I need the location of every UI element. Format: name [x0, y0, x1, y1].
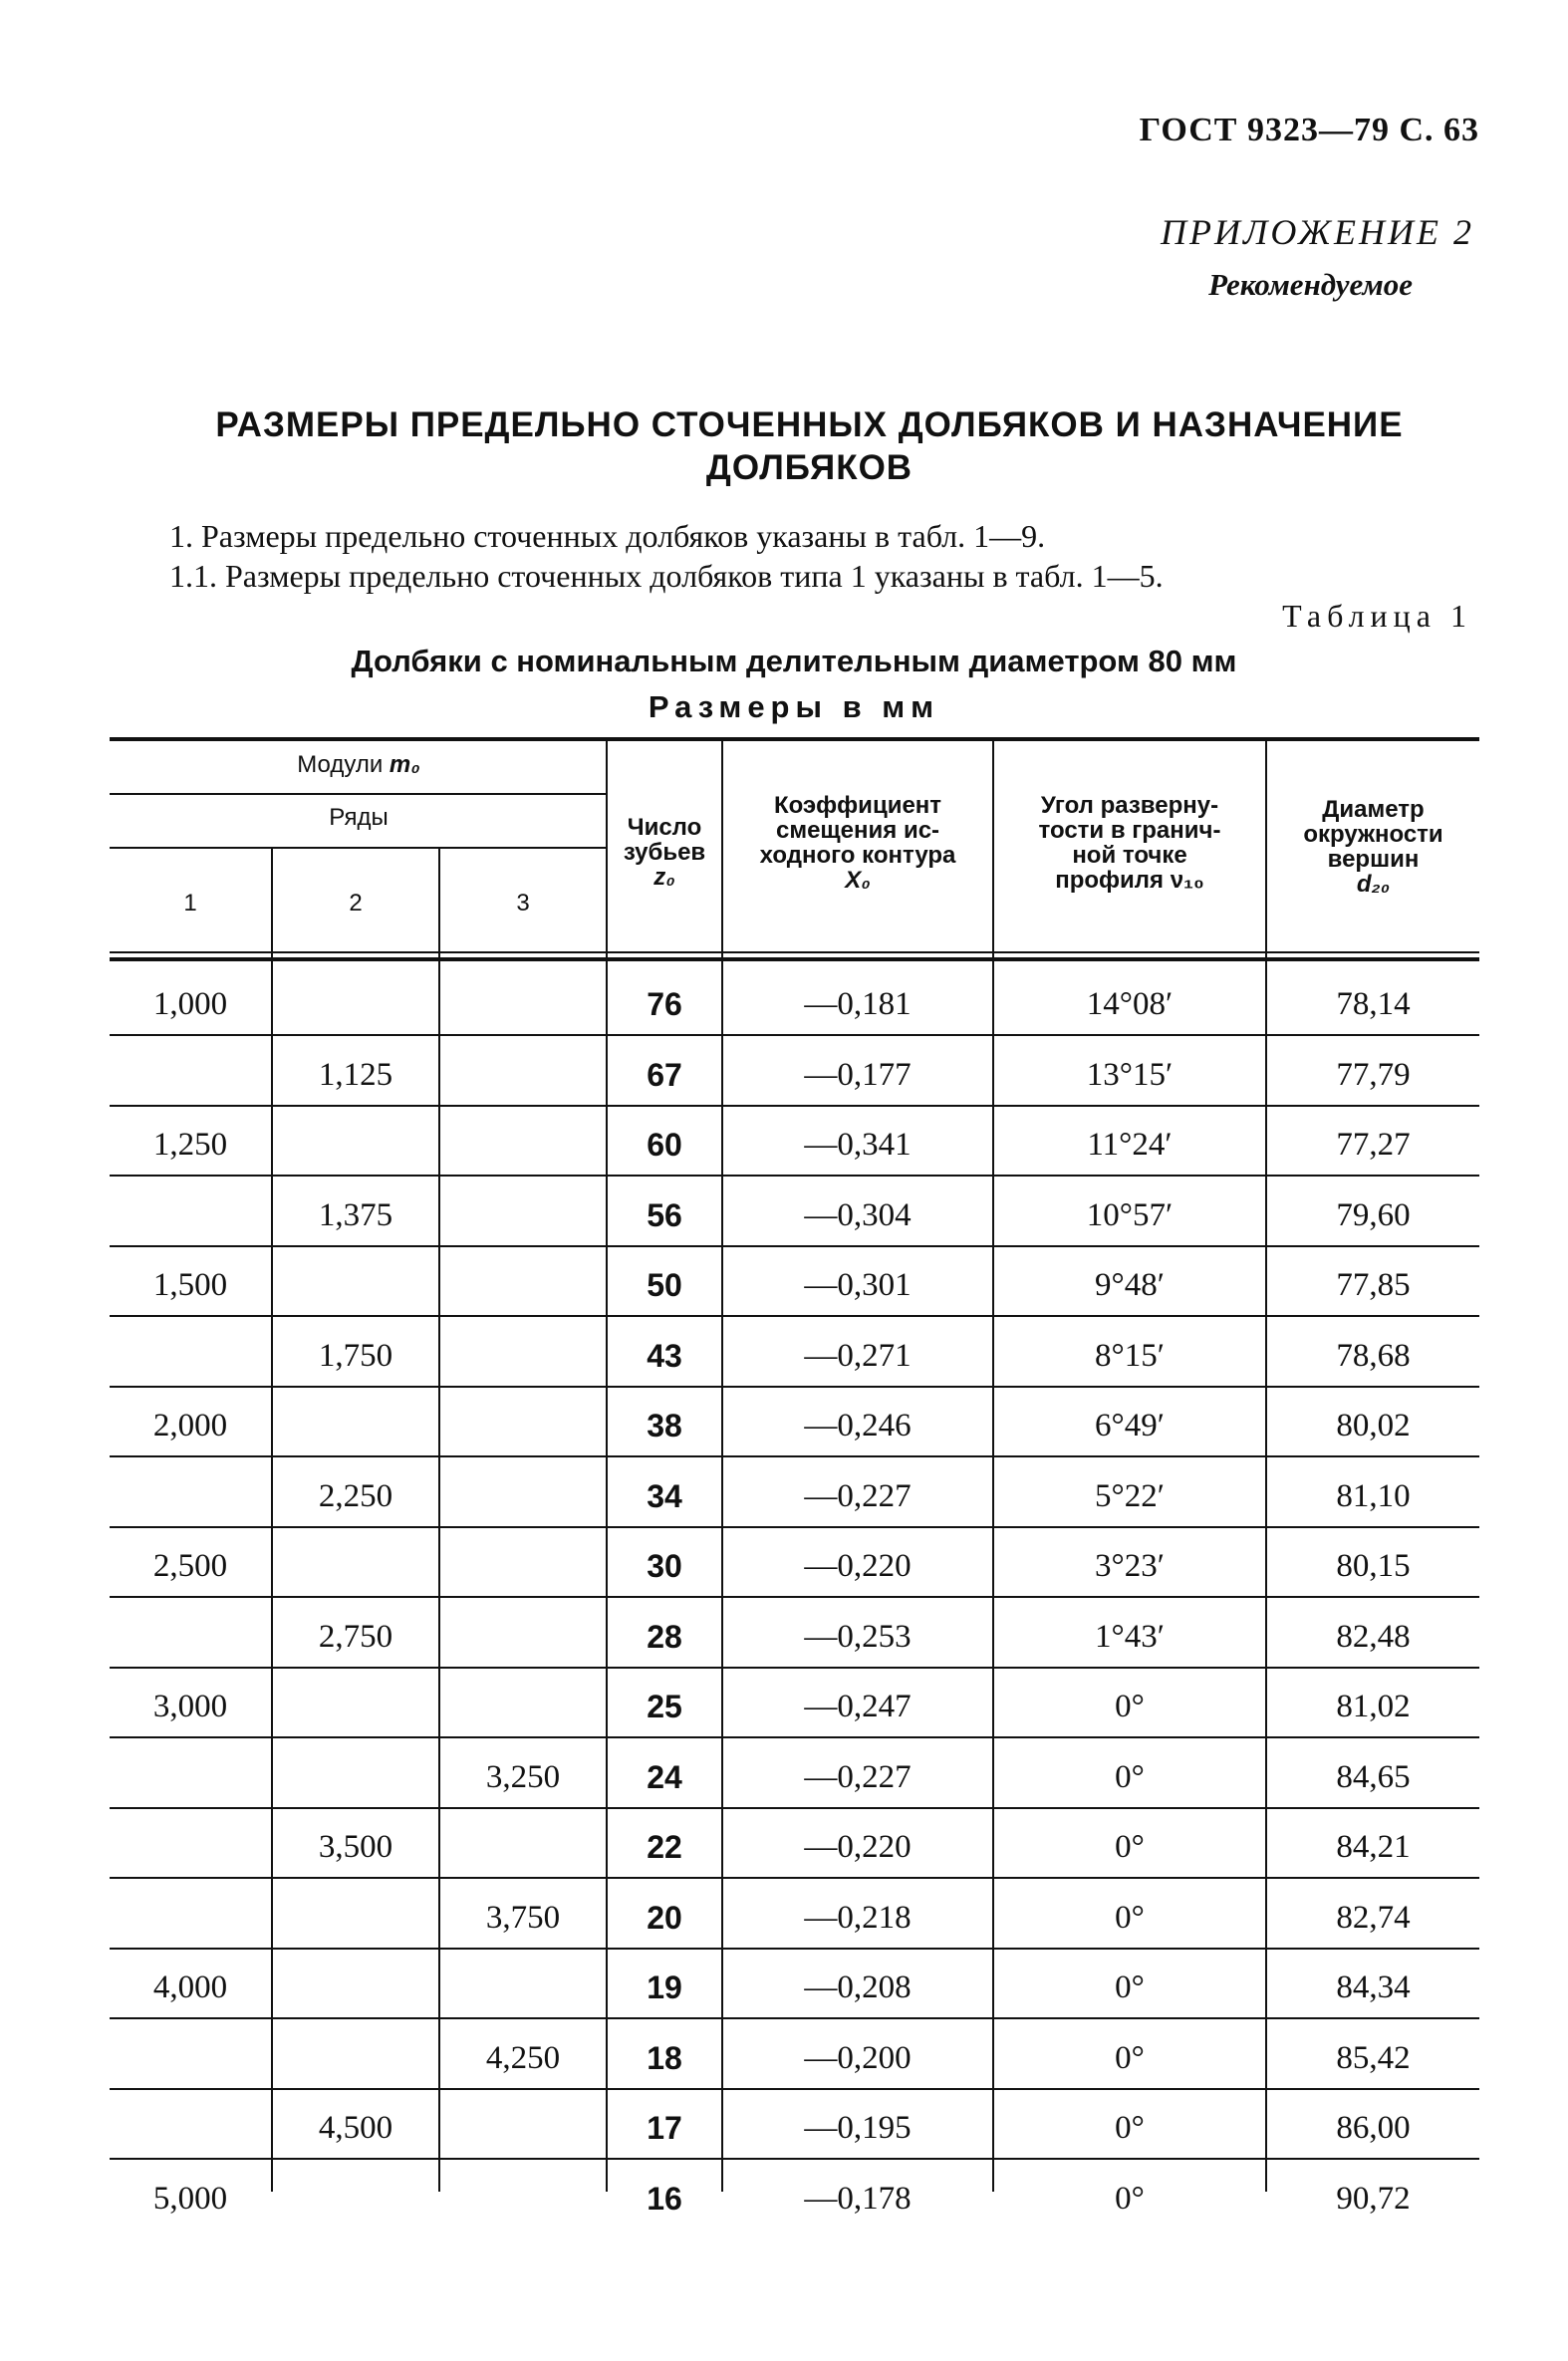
cell-coefficient: —0,304	[804, 1196, 912, 1233]
teeth-header-symbol: z₀	[653, 864, 675, 891]
row-rule	[110, 1105, 1479, 1107]
cell-teeth: 19	[647, 1969, 682, 2005]
cell-angle: 0°	[1115, 1758, 1145, 1795]
table-label: Таблица 1	[1282, 598, 1472, 634]
cell-module-row1: 2,000	[152, 1408, 228, 1443]
document-reference: ГОСТ 9323—79 С. 63	[1139, 112, 1479, 148]
paragraph-1: 1. Размеры предельно сточенных долбяков указаны в табл. 1—9.	[169, 518, 1046, 554]
row-rule	[110, 1948, 1479, 1950]
paragraph-1-1: 1.1. Размеры предельно сточенных долбяков типа 1 указаны в табл. 1—5.	[169, 558, 1164, 594]
cell-coefficient: —0,220	[804, 1829, 912, 1865]
cell-angle: 13°15′	[1086, 1056, 1174, 1093]
cell-teeth: 24	[647, 1758, 682, 1795]
modules-symbol: m₀	[389, 751, 420, 778]
cell-coefficient: —0,247	[804, 1689, 912, 1724]
cell-teeth: 16	[647, 2180, 682, 2217]
cell-coefficient: —0,181	[804, 986, 912, 1022]
coef-header	[723, 793, 992, 893]
cell-coefficient: —0,341	[804, 1127, 912, 1163]
cell-teeth: 22	[647, 1829, 682, 1865]
table-top-rule	[110, 737, 1479, 741]
cell-coefficient: —0,218	[804, 1899, 912, 1936]
cell-module-row2: 3,500	[318, 1829, 393, 1865]
cell-diameter: 84,21	[1336, 1829, 1411, 1865]
cell-diameter: 81,10	[1336, 1477, 1411, 1514]
cell-coefficient: —0,301	[804, 1267, 912, 1303]
row-rule	[110, 2158, 1479, 2160]
cell-module-row1: 1,000	[152, 986, 228, 1022]
cell-angle: 14°08′	[1086, 986, 1174, 1022]
header-bottom-rule-2	[110, 957, 1479, 961]
cell-teeth: 43	[647, 1337, 682, 1374]
row-rule	[110, 1034, 1479, 1036]
diameter-header-symbol: d₂₀	[1356, 871, 1391, 898]
cell-coefficient: —0,200	[804, 2039, 912, 2076]
cell-coefficient: —0,246	[804, 1408, 912, 1443]
cell-angle: 9°48′	[1095, 1267, 1165, 1303]
cell-coefficient: —0,227	[804, 1758, 912, 1795]
diameter-header-line3: вершин	[1327, 846, 1420, 873]
cell-angle: 0°	[1115, 2110, 1145, 2146]
cell-teeth: 18	[647, 2039, 682, 2076]
cell-coefficient: —0,271	[804, 1337, 912, 1374]
angle-header-line3: ной точке	[1072, 842, 1187, 869]
coef-header-symbol: X₀	[845, 867, 871, 894]
units-label: Размеры в мм	[648, 689, 940, 724]
row2-header: 2	[349, 890, 363, 917]
cell-module-row3: 3,750	[485, 1899, 561, 1936]
row-rule	[110, 1315, 1479, 1317]
modules-label: Модули	[297, 751, 384, 778]
cell-module-row2: 2,750	[318, 1618, 393, 1655]
cell-angle: 0°	[1115, 1969, 1145, 2005]
cell-module-row2: 1,125	[318, 1056, 393, 1093]
rows-header-rule	[110, 847, 608, 849]
diameter-header-line1: Диаметр	[1322, 796, 1425, 823]
cell-angle: 1°43′	[1095, 1618, 1165, 1655]
cell-coefficient: —0,195	[804, 2110, 912, 2146]
cell-teeth: 20	[647, 1899, 682, 1936]
cell-diameter: 77,85	[1336, 1267, 1411, 1303]
teeth-header-line1: Число	[627, 814, 702, 841]
cell-coefficient: —0,208	[804, 1969, 912, 2005]
cell-teeth: 50	[647, 1267, 682, 1303]
row-rule	[110, 1175, 1479, 1177]
cell-angle: 0°	[1115, 2039, 1145, 2076]
cell-module-row2: 2,250	[318, 1477, 393, 1514]
col-divider-2-3	[438, 847, 440, 2192]
row-rule	[110, 1526, 1479, 1528]
cell-diameter: 84,65	[1336, 1758, 1411, 1795]
row-rule	[110, 1596, 1479, 1598]
row-rule	[110, 1386, 1479, 1388]
cell-diameter: 79,60	[1336, 1196, 1411, 1233]
cell-module-row1: 4,000	[152, 1969, 228, 2005]
rows-header: Ряды	[329, 804, 389, 831]
diameter-header-line2: окружности	[1303, 821, 1443, 848]
teeth-header	[608, 815, 721, 890]
row-rule	[110, 1455, 1479, 1457]
cell-teeth: 17	[647, 2110, 682, 2146]
cell-diameter: 82,48	[1336, 1618, 1411, 1655]
header-bottom-rule	[110, 951, 1479, 953]
cell-diameter: 90,72	[1336, 2180, 1411, 2217]
cell-angle: 0°	[1115, 1689, 1145, 1724]
angle-header-line1: Угол разверну-	[1040, 792, 1219, 819]
section-title: РАЗМЕРЫ ПРЕДЕЛЬНО СТОЧЕННЫХ ДОЛБЯКОВ И НАЗНАЧЕНИЕ ДОЛБЯКОВ	[215, 405, 1404, 487]
cell-teeth: 56	[647, 1196, 682, 1233]
cell-teeth: 67	[647, 1056, 682, 1093]
cell-coefficient: —0,178	[804, 2180, 912, 2217]
cell-diameter: 81,02	[1336, 1689, 1411, 1724]
angle-header-line2: тости в гранич-	[1038, 817, 1221, 844]
cell-teeth: 38	[647, 1408, 682, 1443]
cell-module-row1: 1,250	[152, 1127, 228, 1163]
cell-teeth: 30	[647, 1548, 682, 1584]
cell-angle: 11°24′	[1087, 1127, 1173, 1163]
row-rule	[110, 1736, 1479, 1738]
cell-teeth: 34	[647, 1477, 682, 1514]
appendix-label: ПРИЛОЖЕНИЕ 2	[1161, 212, 1474, 252]
row3-header: 3	[516, 890, 530, 917]
cell-diameter: 77,27	[1336, 1127, 1411, 1163]
angle-header-line4: профиля ν₁₀	[1055, 867, 1204, 894]
cell-diameter: 80,02	[1336, 1408, 1411, 1443]
cell-diameter: 84,34	[1336, 1969, 1411, 2005]
appendix-status: Рекомендуемое	[1208, 267, 1413, 302]
cell-angle: 6°49′	[1095, 1408, 1165, 1443]
row-rule	[110, 2017, 1479, 2019]
col-divider-1-2	[271, 847, 273, 2192]
row-rule	[110, 1807, 1479, 1809]
cell-angle: 5°22′	[1095, 1477, 1165, 1514]
cell-module-row2: 1,375	[318, 1196, 393, 1233]
cell-coefficient: —0,227	[804, 1477, 912, 1514]
cell-diameter: 82,74	[1336, 1899, 1411, 1936]
cell-diameter: 86,00	[1336, 2110, 1411, 2146]
teeth-header-line2: зубьев	[623, 839, 706, 866]
cell-module-row3: 4,250	[485, 2039, 561, 2076]
angle-header	[994, 793, 1265, 893]
cell-module-row1: 5,000	[152, 2180, 228, 2217]
cell-diameter: 80,15	[1336, 1548, 1411, 1584]
cell-teeth: 60	[647, 1127, 682, 1163]
coef-header-line3: ходного контура	[759, 842, 956, 869]
table-caption: Долбяки с номинальным делительным диаметром 80 мм	[351, 644, 1237, 678]
cell-angle: 3°23′	[1095, 1548, 1165, 1584]
cell-teeth: 25	[647, 1689, 682, 1724]
cell-angle: 10°57′	[1086, 1196, 1174, 1233]
cell-diameter: 85,42	[1336, 2039, 1411, 2076]
cell-module-row1: 3,000	[152, 1689, 228, 1724]
cell-coefficient: —0,220	[804, 1548, 912, 1584]
cell-diameter: 77,79	[1336, 1056, 1411, 1093]
cell-module-row3: 3,250	[485, 1758, 561, 1795]
modules-header-rule	[110, 793, 608, 795]
row1-header: 1	[183, 890, 197, 917]
cell-angle: 0°	[1115, 1829, 1145, 1865]
cell-teeth: 28	[647, 1618, 682, 1655]
cell-teeth: 76	[647, 986, 682, 1022]
cell-angle: 8°15′	[1095, 1337, 1165, 1374]
row-rule	[110, 1877, 1479, 1879]
cell-angle: 0°	[1115, 1899, 1145, 1936]
cell-module-row2: 4,500	[318, 2110, 393, 2146]
cell-diameter: 78,68	[1336, 1337, 1411, 1374]
row-rule	[110, 1667, 1479, 1669]
coef-header-line1: Коэффициент	[773, 792, 942, 819]
modules-header	[110, 752, 608, 777]
cell-module-row1: 2,500	[152, 1548, 228, 1584]
row-rule	[110, 2088, 1479, 2090]
cell-diameter: 78,14	[1336, 986, 1411, 1022]
cell-angle: 0°	[1115, 2180, 1145, 2217]
cell-module-row2: 1,750	[318, 1337, 393, 1374]
cell-coefficient: —0,253	[804, 1618, 912, 1655]
cell-coefficient: —0,177	[804, 1056, 912, 1093]
cell-module-row1: 1,500	[152, 1267, 228, 1303]
coef-header-line2: смещения ис-	[775, 817, 940, 844]
diameter-header	[1267, 797, 1479, 897]
row-rule	[110, 1245, 1479, 1247]
